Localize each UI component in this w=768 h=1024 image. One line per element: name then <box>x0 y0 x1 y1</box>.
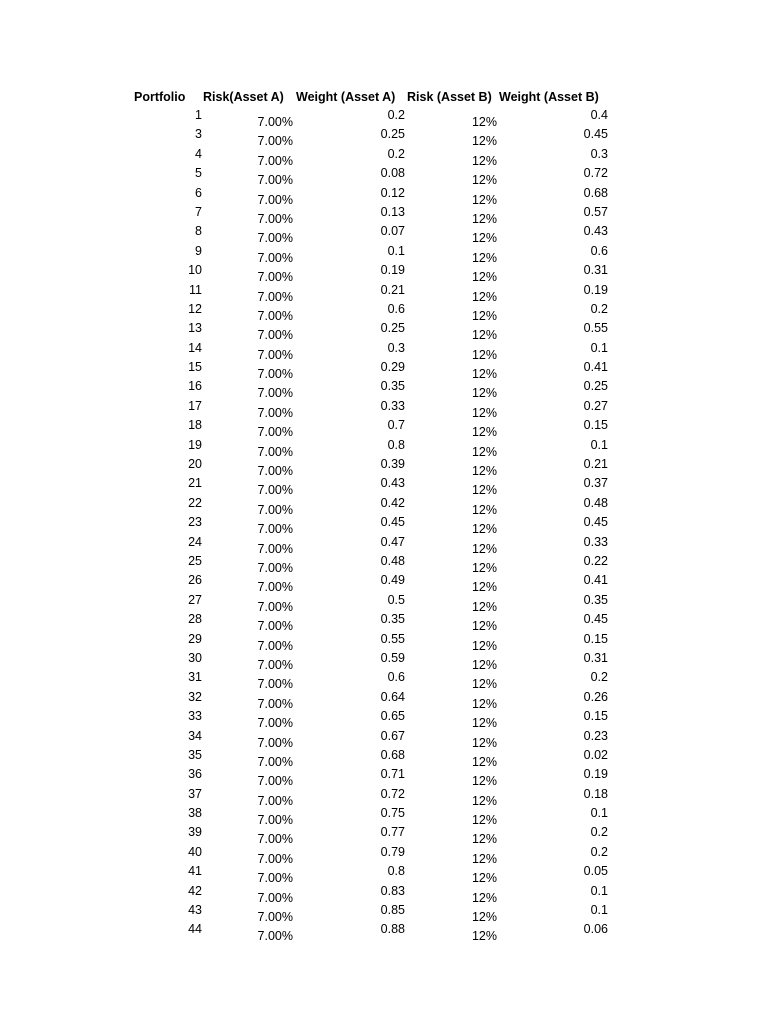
table-row <box>0 554 768 573</box>
cell-risk-asset-b: 12% <box>471 250 497 265</box>
cell-risk-asset-a: 7.00% <box>257 153 293 168</box>
cell-weight-asset-a: 0.13 <box>380 204 405 219</box>
cell-weight-asset-b: 0.31 <box>583 650 608 665</box>
cell-risk-asset-b: 12% <box>471 851 497 866</box>
cell-weight-asset-b: 0.15 <box>583 709 608 724</box>
cell-portfolio: 42 <box>188 883 202 898</box>
cell-risk-asset-a: 7.00% <box>257 444 293 459</box>
cell-portfolio: 18 <box>188 418 202 433</box>
cell-risk-asset-b: 12% <box>471 813 497 828</box>
table-row <box>0 632 768 651</box>
cell-risk-asset-a: 7.00% <box>257 910 293 925</box>
cell-risk-asset-a: 7.00% <box>257 386 293 401</box>
cell-weight-asset-a: 0.42 <box>380 495 405 510</box>
cell-weight-asset-b: 0.18 <box>583 786 608 801</box>
table-row <box>0 767 768 789</box>
cell-risk-asset-a: 7.00% <box>257 289 293 304</box>
cell-weight-asset-b: 0.43 <box>583 224 608 239</box>
cell-weight-asset-b: 0.2 <box>590 844 608 859</box>
cell-weight-asset-b: 0.15 <box>583 418 608 433</box>
cell-portfolio: 16 <box>188 379 202 394</box>
table-row <box>0 612 768 634</box>
cell-portfolio: 9 <box>195 243 202 258</box>
table-row <box>0 573 768 595</box>
cell-portfolio: 23 <box>188 515 202 530</box>
cell-risk-asset-a: 7.00% <box>257 793 293 808</box>
cell-weight-asset-b: 0.25 <box>583 379 608 394</box>
cell-risk-asset-b: 12% <box>471 638 497 653</box>
cell-risk-asset-a: 7.00% <box>257 735 293 750</box>
cell-risk-asset-b: 12% <box>471 522 497 537</box>
cell-portfolio: 10 <box>188 263 202 278</box>
table-row <box>0 147 768 166</box>
cell-weight-asset-b: 0.1 <box>590 340 608 355</box>
cell-weight-asset-b: 0.4 <box>590 108 608 122</box>
cell-portfolio: 27 <box>188 592 202 607</box>
cell-weight-asset-b: 0.22 <box>583 553 608 568</box>
cell-risk-asset-a: 7.00% <box>257 541 293 556</box>
cell-portfolio: 24 <box>188 534 202 549</box>
cell-weight-asset-a: 0.5 <box>387 592 405 607</box>
cell-portfolio: 40 <box>188 844 202 859</box>
cell-risk-asset-a: 7.00% <box>257 502 293 517</box>
cell-weight-asset-a: 0.39 <box>380 457 405 472</box>
cell-portfolio: 15 <box>188 360 202 375</box>
cell-risk-asset-b: 12% <box>471 910 497 925</box>
cell-weight-asset-b: 0.6 <box>590 243 608 258</box>
cell-risk-asset-b: 12% <box>471 483 497 498</box>
cell-risk-asset-a: 7.00% <box>257 774 293 789</box>
cell-risk-asset-a: 7.00% <box>257 599 293 614</box>
cell-weight-asset-b: 0.02 <box>583 747 608 762</box>
table-row <box>0 108 768 127</box>
cell-risk-asset-b: 12% <box>471 696 497 711</box>
cell-risk-asset-b: 12% <box>471 754 497 769</box>
cell-risk-asset-b: 12% <box>471 405 497 420</box>
table-row <box>0 864 768 886</box>
table-row <box>0 748 768 767</box>
table-row <box>0 244 768 263</box>
cell-risk-asset-b: 12% <box>471 657 497 672</box>
table-row <box>0 341 768 360</box>
cell-weight-asset-a: 0.75 <box>380 806 405 821</box>
cell-risk-asset-b: 12% <box>471 716 497 731</box>
cell-weight-asset-a: 0.25 <box>380 127 405 142</box>
cell-risk-asset-b: 12% <box>471 173 497 188</box>
table-row <box>0 690 768 709</box>
table-row <box>0 515 768 537</box>
cell-risk-asset-a: 7.00% <box>257 871 293 886</box>
cell-weight-asset-a: 0.48 <box>380 553 405 568</box>
table-row <box>0 457 768 479</box>
cell-portfolio: 1 <box>195 108 202 122</box>
cell-risk-asset-a: 7.00% <box>257 173 293 188</box>
cell-weight-asset-b: 0.45 <box>583 515 608 530</box>
cell-risk-asset-b: 12% <box>471 347 497 362</box>
table-row <box>0 379 768 401</box>
cell-risk-asset-b: 12% <box>471 386 497 401</box>
table-row <box>0 399 768 418</box>
cell-risk-asset-a: 7.00% <box>257 328 293 343</box>
cell-risk-asset-b: 12% <box>471 890 497 905</box>
cell-weight-asset-a: 0.2 <box>387 146 405 161</box>
header-weight-asset-a: Weight (Asset A) <box>296 90 396 104</box>
cell-weight-asset-a: 0.21 <box>380 282 405 297</box>
cell-portfolio: 35 <box>188 747 202 762</box>
cell-risk-asset-b: 12% <box>471 929 497 944</box>
cell-weight-asset-a: 0.25 <box>380 321 405 336</box>
cell-weight-asset-b: 0.41 <box>583 573 608 588</box>
cell-weight-asset-a: 0.8 <box>387 864 405 879</box>
cell-risk-asset-b: 12% <box>471 541 497 556</box>
cell-risk-asset-a: 7.00% <box>257 813 293 828</box>
cell-risk-asset-a: 7.00% <box>257 231 293 246</box>
table-row <box>0 418 768 440</box>
cell-risk-asset-b: 12% <box>471 580 497 595</box>
cell-portfolio: 32 <box>188 689 202 704</box>
cell-weight-asset-b: 0.2 <box>590 670 608 685</box>
cell-weight-asset-a: 0.6 <box>387 670 405 685</box>
table-row <box>0 186 768 205</box>
cell-weight-asset-b: 0.27 <box>583 398 608 413</box>
table-row <box>0 651 768 670</box>
cell-weight-asset-a: 0.6 <box>387 301 405 316</box>
header-weight-asset-b: Weight (Asset B) <box>499 90 599 104</box>
cell-portfolio: 7 <box>195 204 202 219</box>
cell-weight-asset-a: 0.77 <box>380 825 405 840</box>
table-row <box>0 593 768 612</box>
cell-risk-asset-b: 12% <box>471 832 497 847</box>
cell-weight-asset-a: 0.64 <box>380 689 405 704</box>
cell-weight-asset-a: 0.07 <box>380 224 405 239</box>
table-row <box>0 825 768 847</box>
table-row <box>0 709 768 731</box>
cell-risk-asset-a: 7.00% <box>257 270 293 285</box>
cell-risk-asset-a: 7.00% <box>257 638 293 653</box>
cell-portfolio: 20 <box>188 457 202 472</box>
cell-portfolio: 29 <box>188 631 202 646</box>
cell-risk-asset-a: 7.00% <box>257 425 293 440</box>
table-row <box>0 263 768 285</box>
cell-portfolio: 22 <box>188 495 202 510</box>
cell-risk-asset-b: 12% <box>471 774 497 789</box>
cell-weight-asset-b: 0.55 <box>583 321 608 336</box>
cell-risk-asset-a: 7.00% <box>257 367 293 382</box>
cell-weight-asset-b: 0.31 <box>583 263 608 278</box>
cell-weight-asset-a: 0.7 <box>387 418 405 433</box>
cell-portfolio: 4 <box>195 146 202 161</box>
cell-risk-asset-b: 12% <box>471 871 497 886</box>
cell-portfolio: 8 <box>195 224 202 239</box>
header-risk-asset-a: Risk(Asset A) <box>203 90 284 104</box>
cell-weight-asset-a: 0.3 <box>387 340 405 355</box>
cell-risk-asset-a: 7.00% <box>257 929 293 944</box>
cell-weight-asset-a: 0.33 <box>380 398 405 413</box>
cell-risk-asset-b: 12% <box>471 560 497 575</box>
cell-portfolio: 25 <box>188 553 202 568</box>
cell-weight-asset-a: 0.68 <box>380 747 405 762</box>
table-body <box>0 108 768 942</box>
cell-portfolio: 28 <box>188 612 202 627</box>
cell-portfolio: 5 <box>195 166 202 181</box>
cell-weight-asset-b: 0.68 <box>583 185 608 200</box>
header-risk-asset-b: Risk (Asset B) <box>407 90 492 104</box>
cell-weight-asset-b: 0.05 <box>583 864 608 879</box>
cell-weight-asset-a: 0.8 <box>387 437 405 452</box>
cell-weight-asset-a: 0.43 <box>380 476 405 491</box>
cell-weight-asset-a: 0.35 <box>380 379 405 394</box>
cell-portfolio: 31 <box>188 670 202 685</box>
cell-weight-asset-b: 0.3 <box>590 146 608 161</box>
cell-weight-asset-b: 0.1 <box>590 903 608 918</box>
cell-portfolio: 41 <box>188 864 202 879</box>
cell-weight-asset-b: 0.26 <box>583 689 608 704</box>
cell-weight-asset-a: 0.08 <box>380 166 405 181</box>
cell-weight-asset-b: 0.06 <box>583 922 608 937</box>
cell-weight-asset-b: 0.35 <box>583 592 608 607</box>
cell-weight-asset-b: 0.15 <box>583 631 608 646</box>
cell-weight-asset-a: 0.88 <box>380 922 405 937</box>
cell-risk-asset-a: 7.00% <box>257 522 293 537</box>
table-row <box>0 476 768 498</box>
cell-weight-asset-b: 0.21 <box>583 457 608 472</box>
cell-portfolio: 17 <box>188 398 202 413</box>
cell-risk-asset-a: 7.00% <box>257 250 293 265</box>
cell-weight-asset-b: 0.23 <box>583 728 608 743</box>
cell-portfolio: 34 <box>188 728 202 743</box>
cell-risk-asset-b: 12% <box>471 793 497 808</box>
cell-risk-asset-b: 12% <box>471 289 497 304</box>
cell-weight-asset-a: 0.47 <box>380 534 405 549</box>
cell-weight-asset-a: 0.1 <box>387 243 405 258</box>
cell-portfolio: 12 <box>188 301 202 316</box>
cell-portfolio: 39 <box>188 825 202 840</box>
cell-weight-asset-a: 0.79 <box>380 844 405 859</box>
table-header-row <box>0 90 768 108</box>
cell-risk-asset-a: 7.00% <box>257 192 293 207</box>
cell-risk-asset-b: 12% <box>471 502 497 517</box>
cell-weight-asset-a: 0.65 <box>380 709 405 724</box>
cell-risk-asset-b: 12% <box>471 367 497 382</box>
cell-weight-asset-b: 0.72 <box>583 166 608 181</box>
cell-risk-asset-a: 7.00% <box>257 464 293 479</box>
table-row <box>0 729 768 748</box>
cell-risk-asset-a: 7.00% <box>257 851 293 866</box>
cell-risk-asset-a: 7.00% <box>257 890 293 905</box>
cell-weight-asset-b: 0.45 <box>583 612 608 627</box>
cell-risk-asset-b: 12% <box>471 735 497 750</box>
cell-weight-asset-b: 0.33 <box>583 534 608 549</box>
cell-weight-asset-a: 0.85 <box>380 903 405 918</box>
cell-portfolio: 36 <box>188 767 202 782</box>
cell-risk-asset-b: 12% <box>471 270 497 285</box>
cell-weight-asset-a: 0.55 <box>380 631 405 646</box>
cell-weight-asset-a: 0.29 <box>380 360 405 375</box>
cell-weight-asset-b: 0.45 <box>583 127 608 142</box>
cell-portfolio: 30 <box>188 650 202 665</box>
cell-weight-asset-b: 0.37 <box>583 476 608 491</box>
cell-risk-asset-a: 7.00% <box>257 211 293 226</box>
cell-risk-asset-a: 7.00% <box>257 696 293 711</box>
cell-weight-asset-b: 0.1 <box>590 806 608 821</box>
cell-weight-asset-b: 0.2 <box>590 825 608 840</box>
table-row <box>0 283 768 302</box>
cell-portfolio: 19 <box>188 437 202 452</box>
table-row <box>0 360 768 382</box>
cell-portfolio: 11 <box>189 282 202 297</box>
header-portfolio: Portfolio <box>134 90 186 104</box>
cell-risk-asset-b: 12% <box>471 328 497 343</box>
cell-risk-asset-b: 12% <box>471 464 497 479</box>
cell-weight-asset-a: 0.72 <box>380 786 405 801</box>
cell-risk-asset-b: 12% <box>471 619 497 634</box>
cell-weight-asset-a: 0.35 <box>380 612 405 627</box>
table-row <box>0 787 768 806</box>
cell-weight-asset-b: 0.2 <box>590 301 608 316</box>
table-row <box>0 903 768 925</box>
cell-weight-asset-a: 0.2 <box>387 108 405 122</box>
cell-weight-asset-b: 0.19 <box>583 282 608 297</box>
table-row <box>0 166 768 188</box>
cell-risk-asset-a: 7.00% <box>257 560 293 575</box>
cell-portfolio: 6 <box>195 185 202 200</box>
cell-risk-asset-b: 12% <box>471 211 497 226</box>
cell-risk-asset-b: 12% <box>471 134 497 149</box>
cell-weight-asset-a: 0.71 <box>380 767 405 782</box>
cell-portfolio: 26 <box>188 573 202 588</box>
table-row <box>0 535 768 554</box>
cell-portfolio: 37 <box>188 786 202 801</box>
table-row <box>0 438 768 457</box>
table-row <box>0 806 768 828</box>
cell-weight-asset-a: 0.59 <box>380 650 405 665</box>
cell-portfolio: 44 <box>188 922 202 937</box>
cell-portfolio: 43 <box>188 903 202 918</box>
cell-risk-asset-a: 7.00% <box>257 134 293 149</box>
cell-weight-asset-b: 0.41 <box>583 360 608 375</box>
cell-risk-asset-a: 7.00% <box>257 483 293 498</box>
cell-weight-asset-a: 0.19 <box>380 263 405 278</box>
cell-risk-asset-b: 12% <box>471 308 497 323</box>
table-row <box>0 224 768 246</box>
table-row <box>0 496 768 515</box>
cell-risk-asset-b: 12% <box>471 444 497 459</box>
cell-weight-asset-a: 0.12 <box>380 185 405 200</box>
table-row <box>0 922 768 944</box>
cell-risk-asset-b: 12% <box>471 231 497 246</box>
table-row <box>0 321 768 343</box>
cell-portfolio: 13 <box>188 321 202 336</box>
cell-weight-asset-b: 0.19 <box>583 767 608 782</box>
cell-portfolio: 38 <box>188 806 202 821</box>
cell-risk-asset-a: 7.00% <box>257 347 293 362</box>
table-row <box>0 670 768 692</box>
table-row <box>0 302 768 321</box>
cell-risk-asset-a: 7.00% <box>257 580 293 595</box>
cell-risk-asset-b: 12% <box>471 153 497 168</box>
cell-weight-asset-a: 0.49 <box>380 573 405 588</box>
cell-risk-asset-b: 12% <box>471 115 497 129</box>
cell-risk-asset-a: 7.00% <box>257 308 293 323</box>
cell-risk-asset-b: 12% <box>471 599 497 614</box>
cell-risk-asset-a: 7.00% <box>257 657 293 672</box>
cell-weight-asset-a: 0.83 <box>380 883 405 898</box>
cell-weight-asset-b: 0.48 <box>583 495 608 510</box>
cell-weight-asset-b: 0.1 <box>590 437 608 452</box>
cell-risk-asset-b: 12% <box>471 192 497 207</box>
cell-weight-asset-b: 0.1 <box>590 883 608 898</box>
cell-risk-asset-a: 7.00% <box>257 115 293 129</box>
cell-risk-asset-a: 7.00% <box>257 832 293 847</box>
cell-portfolio: 3 <box>195 127 202 142</box>
cell-risk-asset-a: 7.00% <box>257 619 293 634</box>
cell-weight-asset-b: 0.57 <box>583 204 608 219</box>
cell-risk-asset-a: 7.00% <box>257 677 293 692</box>
table-row <box>0 845 768 864</box>
cell-weight-asset-a: 0.45 <box>380 515 405 530</box>
table-row <box>0 884 768 903</box>
table-row <box>0 205 768 224</box>
cell-portfolio: 14 <box>188 340 202 355</box>
cell-risk-asset-a: 7.00% <box>257 754 293 769</box>
cell-portfolio: 33 <box>188 709 202 724</box>
cell-risk-asset-b: 12% <box>471 425 497 440</box>
cell-risk-asset-b: 12% <box>471 677 497 692</box>
table-row <box>0 127 768 149</box>
cell-risk-asset-a: 7.00% <box>257 716 293 731</box>
cell-weight-asset-a: 0.67 <box>380 728 405 743</box>
cell-risk-asset-a: 7.00% <box>257 405 293 420</box>
cell-portfolio: 21 <box>188 476 202 491</box>
